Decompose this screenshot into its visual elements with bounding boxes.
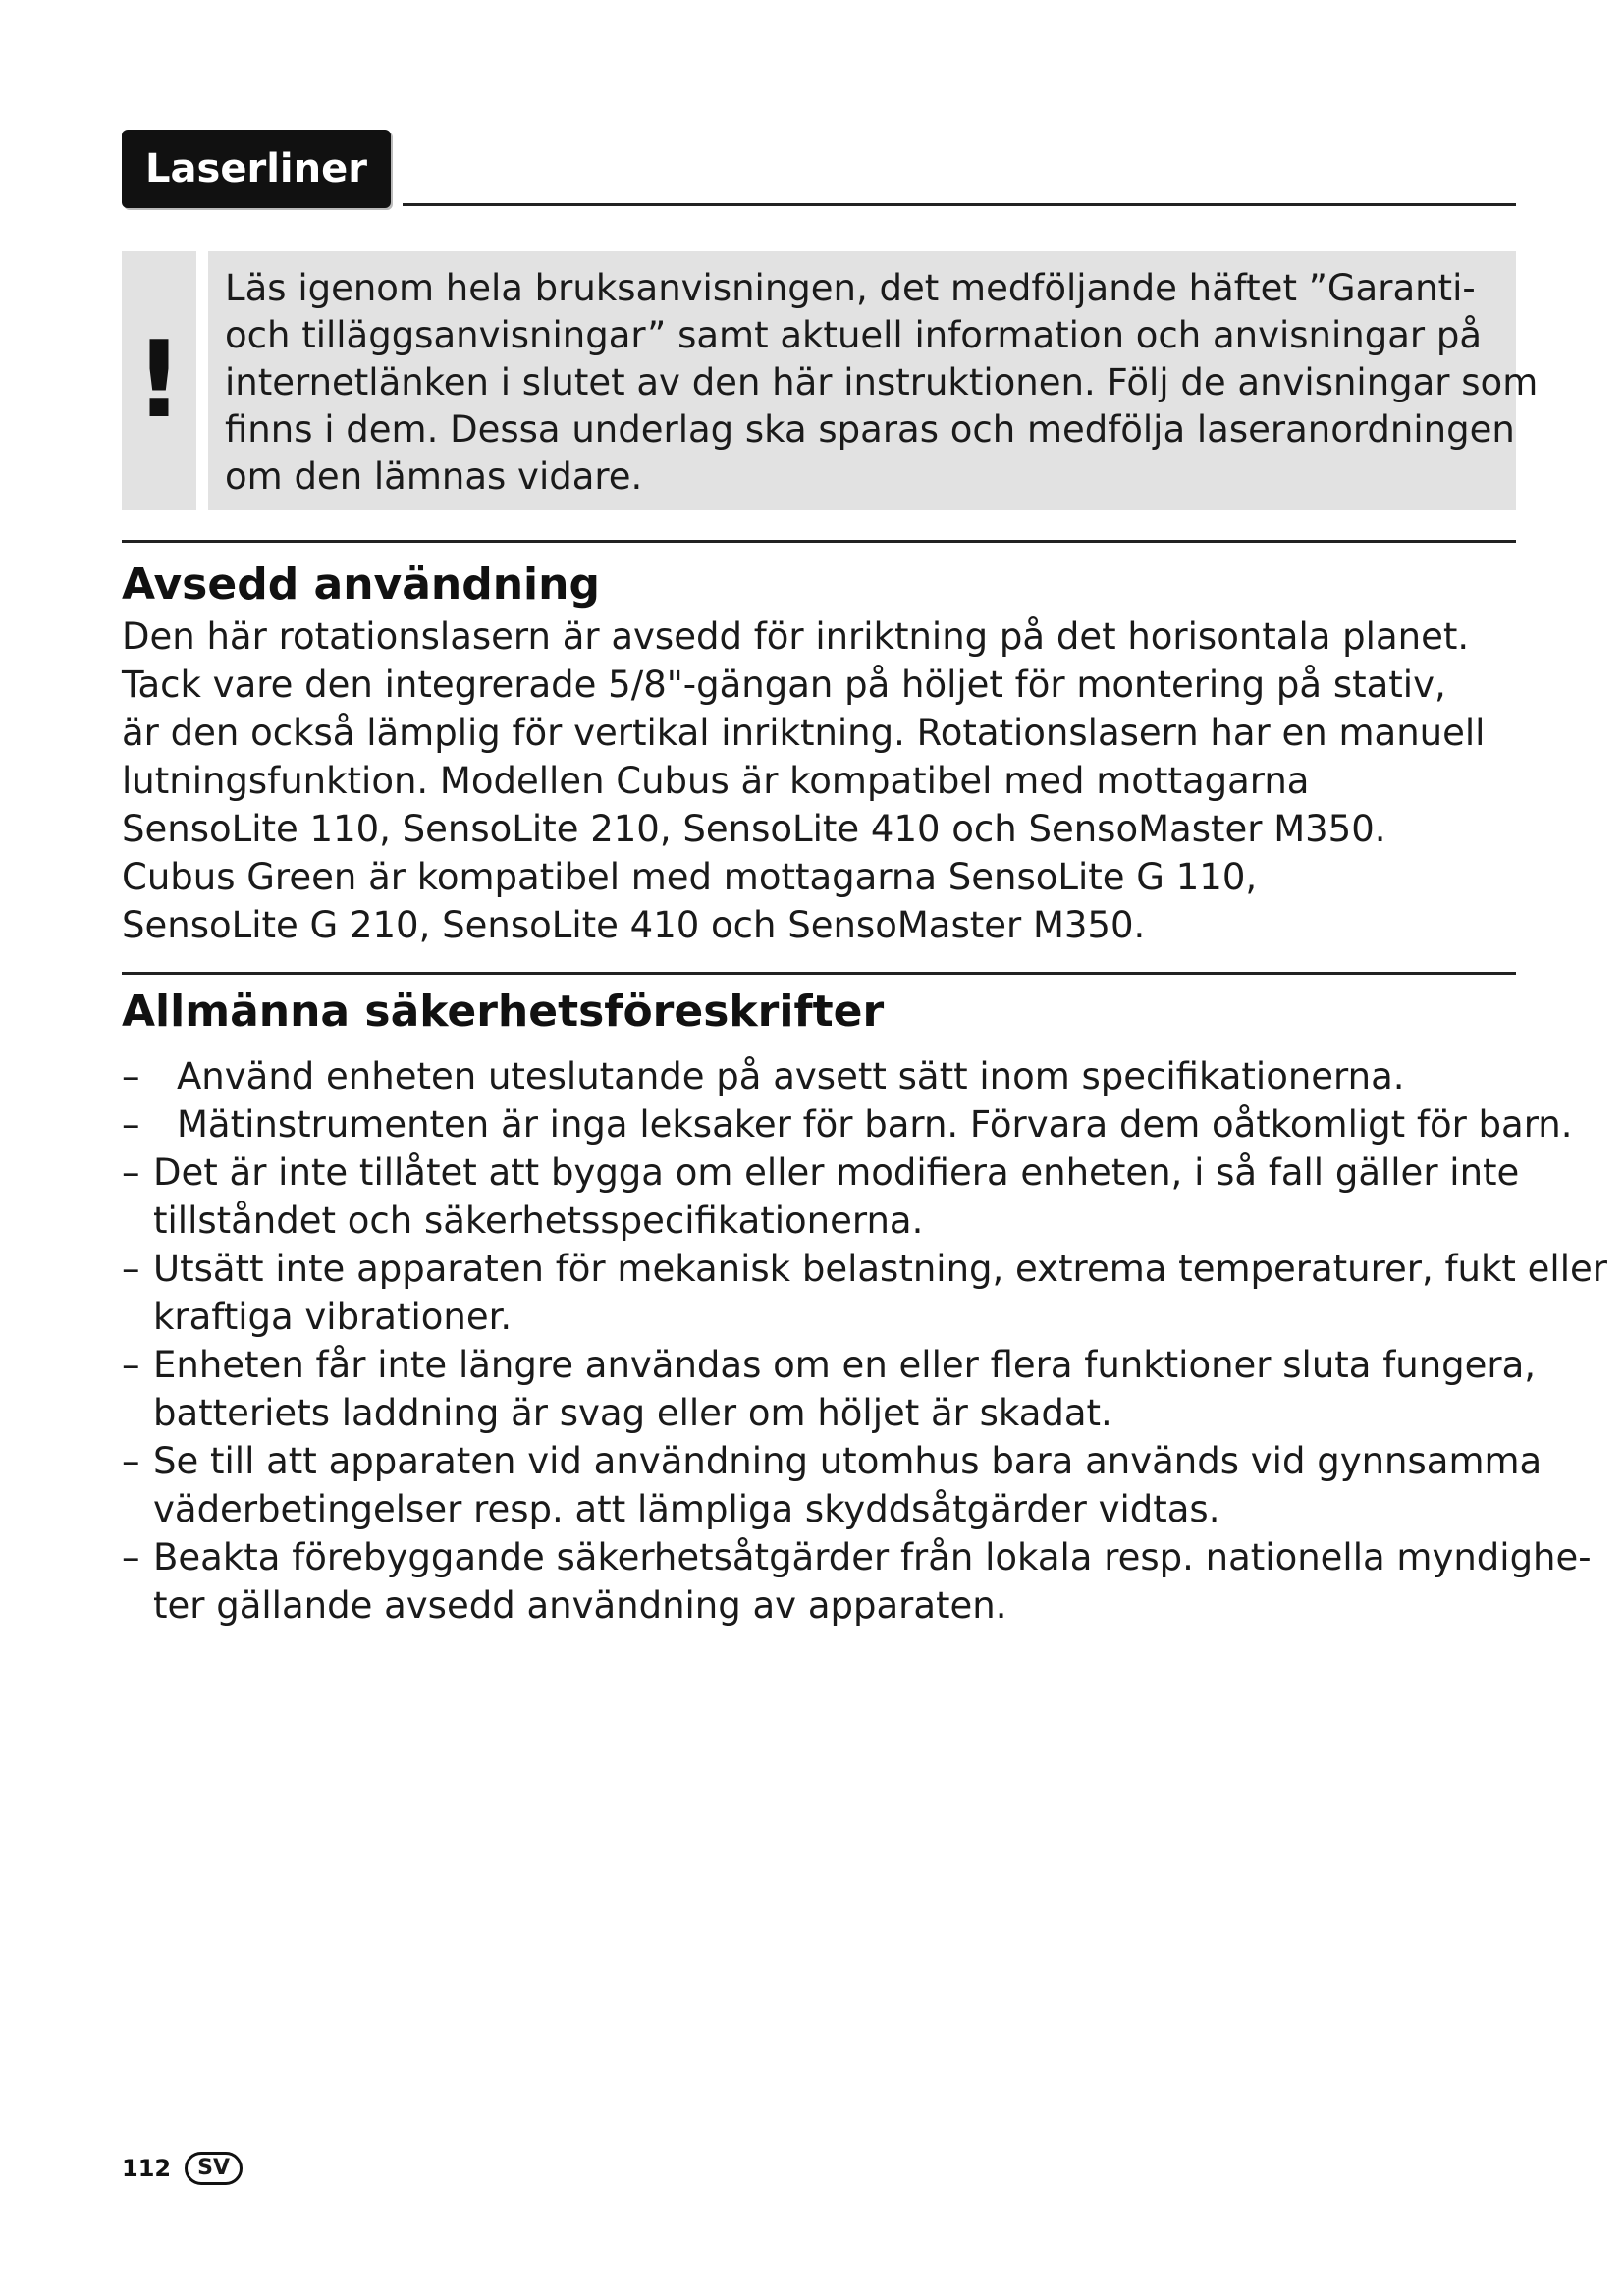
list-item-text: Använd enheten uteslutande på avsett sätt inom specifikationerna.	[177, 1055, 1405, 1097]
page-number: 112	[122, 2155, 172, 2182]
list-item-text: ter gällande avsedd användning av apparaten.	[153, 1584, 1007, 1627]
header-divider	[403, 203, 1516, 206]
brand-logo-text: Laserliner	[145, 146, 367, 191]
paragraph-line: SensoLite 110, SensoLite 210, SensoLite 410 och SensoMaster M350.	[122, 808, 1386, 850]
list-item	[122, 1341, 1537, 1437]
dash-bullet: –	[122, 1103, 140, 1146]
warning-notice	[208, 251, 1539, 510]
list-item-text: Se till att apparaten vid användning utomhus bara används vid gynnsamma	[153, 1440, 1543, 1482]
list-item-text: Mätinstrumenten är inga leksaker för barn. Förvara dem oåtkomligt för barn.	[177, 1103, 1573, 1146]
list-item	[122, 1148, 1526, 1245]
paragraph-line: lutningsfunktion. Modellen Cubus är kompatibel med mottagarna	[122, 760, 1310, 802]
warning-marker	[122, 251, 196, 510]
dash-bullet: –	[122, 1440, 140, 1482]
safety-list	[122, 1052, 1607, 1629]
warning-line: och tilläggsanvisningar” samt aktuell information och anvisningar på	[225, 314, 1483, 356]
paragraph-line: SensoLite G 210, SensoLite 410 och SensoMaster M350.	[122, 904, 1146, 946]
list-item-text: Utsätt inte apparaten för mekanisk belastning, extrema temperaturer, fukt eller	[153, 1248, 1607, 1290]
page-footer	[122, 2152, 243, 2185]
list-item-text: Beakta förebyggande säkerhetsåtgärder från lokala resp. nationella myndighe-	[153, 1536, 1592, 1578]
dash-bullet: –	[122, 1248, 140, 1290]
language-badge: SV	[185, 2152, 243, 2185]
list-item-text: Enheten får inte längre användas om en eller flera funktioner sluta fungera,	[153, 1344, 1537, 1386]
paragraph-line: Cubus Green är kompatibel med mottagarna SensoLite G 110,	[122, 856, 1258, 898]
dash-bullet: –	[122, 1536, 140, 1578]
list-item-text: kraftiga vibrationer.	[153, 1296, 513, 1338]
warning-line: Läs igenom hela bruksanvisningen, det medföljande häftet ”Garanti-	[225, 267, 1476, 309]
list-item-text: batteriets laddning är svag eller om höljet är skadat.	[153, 1392, 1112, 1434]
list-item-text: Det är inte tillåtet att bygga om eller modifiera enheten, i så fall gäller inte	[153, 1151, 1520, 1194]
list-item	[122, 1245, 1607, 1341]
exclamation-icon: !	[135, 319, 184, 442]
list-item-text: väderbetingelser resp. att lämpliga skyddsåtgärder vidtas.	[153, 1488, 1220, 1530]
section-heading-intended-use: Avsedd användning	[122, 560, 600, 610]
warning-line: internetlänken i slutet av den här instruktionen. Följ de anvisningar som	[225, 361, 1539, 403]
intended-use-text	[122, 613, 1526, 949]
warning-line: om den lämnas vidare.	[225, 455, 643, 498]
dash-bullet: –	[122, 1344, 140, 1386]
list-item	[122, 1052, 1526, 1100]
list-item	[122, 1100, 1573, 1148]
list-item-text: tillståndet och säkerhetsspecifikationerna.	[153, 1200, 924, 1242]
brand-logo	[122, 130, 391, 208]
dash-bullet: –	[122, 1151, 140, 1194]
list-item	[122, 1437, 1543, 1533]
section-divider	[122, 972, 1516, 975]
paragraph-line: är den också lämplig för vertikal inriktning. Rotationslasern har en manuell	[122, 712, 1486, 754]
section-heading-safety: Allmänna säkerhetsföreskrifter	[122, 987, 885, 1037]
paragraph-line: Den här rotationslasern är avsedd för inriktning på det horisontala planet.	[122, 615, 1470, 658]
section-divider	[122, 540, 1516, 543]
warning-line: finns i dem. Dessa underlag ska sparas och medfölja laseranordningen	[225, 408, 1515, 451]
list-item	[122, 1533, 1592, 1629]
dash-bullet: –	[122, 1055, 140, 1097]
paragraph-line: Tack vare den integrerade 5/8"-gängan på höljet för montering på stativ,	[122, 664, 1446, 706]
